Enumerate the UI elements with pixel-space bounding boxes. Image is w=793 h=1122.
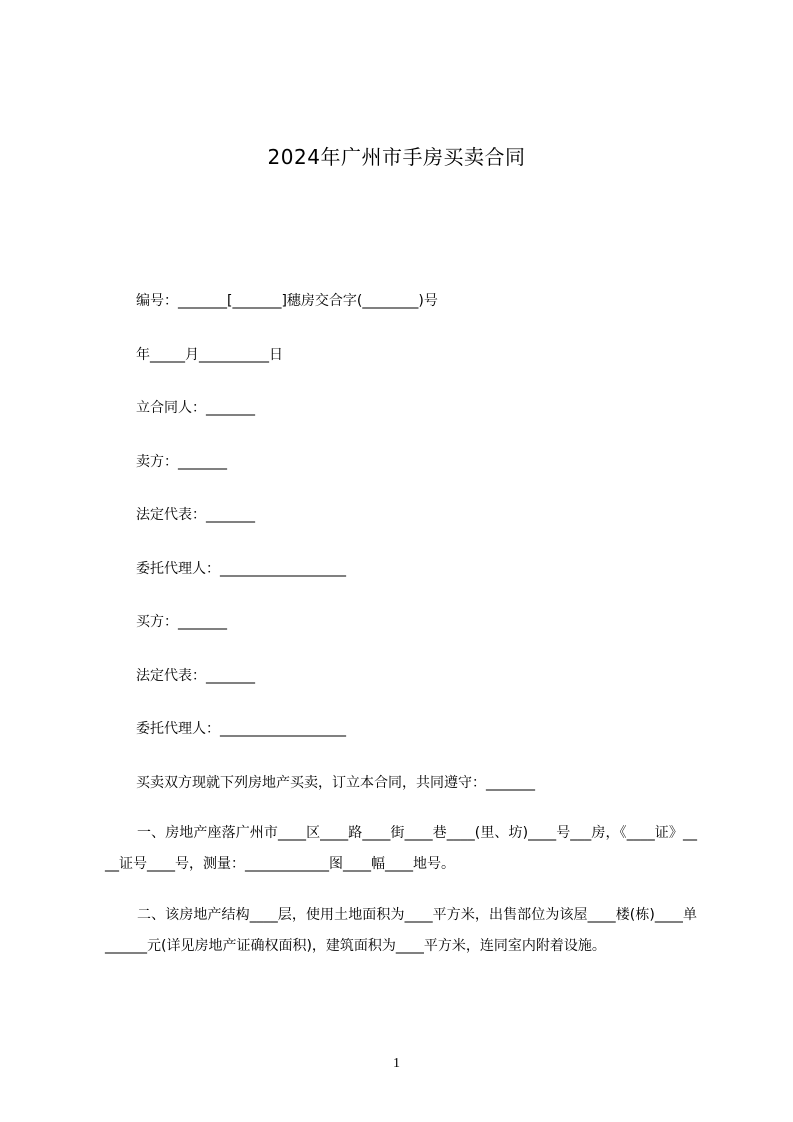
document-title: 2024年广州市手房买卖合同 bbox=[267, 145, 526, 169]
seller-legal-rep-line: 法定代表：_______ bbox=[136, 507, 255, 523]
buyer-agent-line: 委托代理人：__________________ bbox=[136, 721, 346, 737]
seller-line: 卖方：_______ bbox=[136, 454, 227, 470]
date-line: 年_____月__________日 bbox=[136, 347, 283, 363]
clause-1-location: 一、房地产座落广州市____区____路____街____巷____(里、坊)____号___房，《____证》____证号____号，测量：____________图____幅____地号。 bbox=[105, 825, 697, 872]
contract-number-line: 编号：_______[_______]穗房交合字(________)号 bbox=[136, 293, 438, 309]
buyer-legal-rep-line: 法定代表：_______ bbox=[136, 668, 255, 684]
agreement-intro-line: 买卖双方现就下列房地产买卖，订立本合同，共同遵守：_______ bbox=[136, 775, 535, 791]
buyer-line: 买方：_______ bbox=[136, 614, 227, 630]
page-number: 1 bbox=[393, 1056, 400, 1071]
clause-2-structure: 二、该房地产结构____层，使用土地面积为____平方米，出售部位为该屋____楼(栋)____单______元(详见房地产证确权面积)，建筑面积为____平方米，连同室内附着设施。 bbox=[105, 907, 697, 954]
seller-agent-line: 委托代理人：__________________ bbox=[136, 561, 346, 577]
contracting-party-line: 立合同人：_______ bbox=[136, 400, 255, 416]
